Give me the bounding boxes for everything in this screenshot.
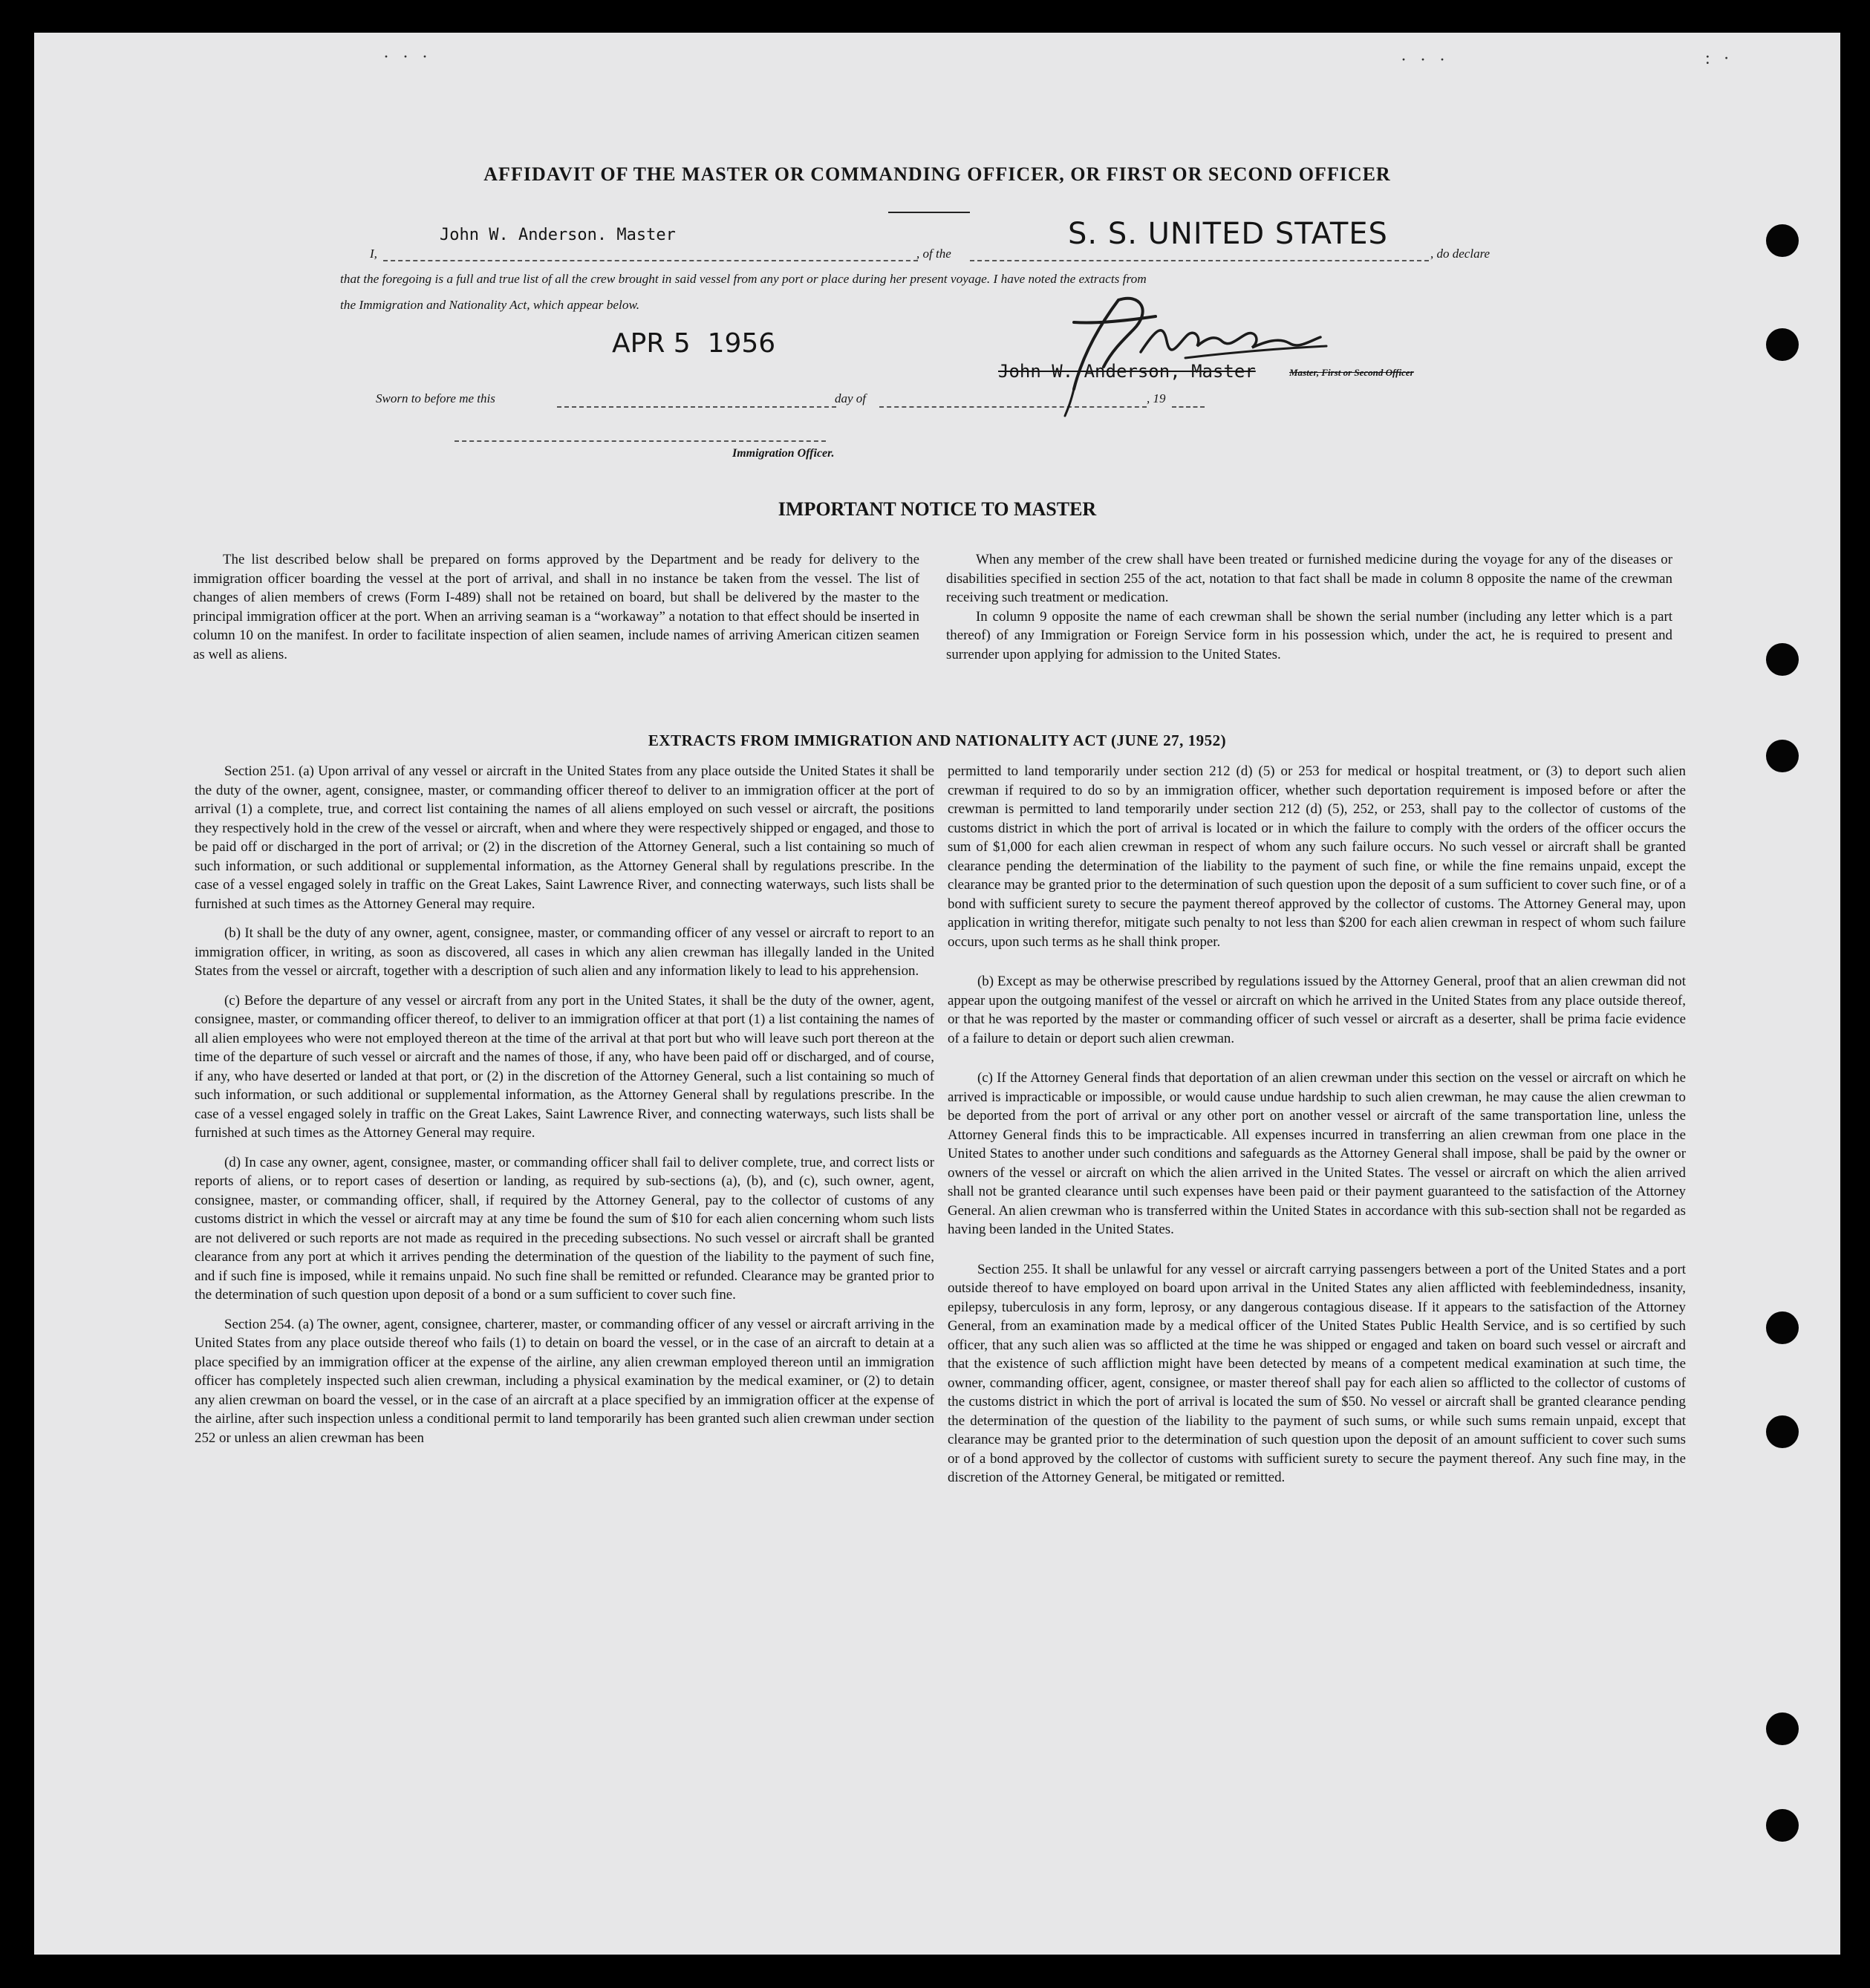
sworn-date-line	[557, 406, 836, 408]
pre-i-label: I,	[370, 247, 377, 261]
section-251-c: (c) Before the departure of any vessel or aircraft from any port in the United States, it shall be the duty of the owner, agent, consignee, master, or commanding officer thereof, to deliver to an immigration officer at that port (1) a list containing the names of all alien employees who were not employed thereon at the time of the arrival at that port but who will leave such port thereon at the time of the departure of such vessel or aircraft and the names of those, if any, who have been paid off or discharged, and of course, if any, who have deserted or landed at that port, or (2) in the discretion of the Attorney General, such a list containing so much of such information, or such additional or supplemental information, as the Attorney General shall by regulations prescribe. In the case of a vessel engaged solely in traffic on the Great Lakes, Saint Lawrence River, and connecting waterways, such lists shall be furnished at such times as the Attorney General may require.	[195, 992, 934, 1141]
name-line	[383, 260, 918, 261]
paper-specks: · · ·	[1401, 50, 1450, 70]
punch-hole	[1766, 1712, 1799, 1745]
section-254-c: (c) If the Attorney General finds that deportation of an alien crewman under this section on the vessel or aircraft on which he arrived is impracticable or impossible, or would cause undue hardship to such alien crewman, he may cause the alien crewman to be deported from the port of arrival or any other port on another vessel or aircraft of the same transportation line, unless the Attorney General finds this to be impracticable. All expenses incurred in transferring an alien crewman from one place in the United States to another under such conditions and safeguards as the Attorney General shall impose, shall be paid by the owner or owners of the vessel or aircraft on which the alien arrived in the United States. The vessel or aircraft on which the alien arrived shall not be granted clearance until such expenses have been paid or their payment guaranteed to the satisfaction of the Attorney General. An alien crewman who is transferred within the United States in accordance with this sub-section shall not be regarded as having been landed in the United States.	[948, 1070, 1686, 1237]
handwritten-signature	[1029, 270, 1356, 419]
vessel-name-stamp: S. S. UNITED STATES	[1068, 217, 1388, 251]
section-254-a-continued: permitted to land temporarily under section 212 (d) (5) or 253 for medical or hospital treatment, or (3) to deport such alien crewman if required to do so by an immigration officer, whether such deportation requirement is imposed before or after the crewman is permitted to land temporarily under section 212 (d) (5), 252, or 253, shall pay to the collector of customs of the customs district in which the port of arrival is located or in which the failure to comply with the orders of the officer occurs the sum of $1,000 for each alien crewman in respect of whom any such failure occurs. No such vessel or aircraft shall be granted clearance pending the determination of the liability to the payment of such fine, or while the fine remains unpaid, except the clearance may be granted prior to the determination of such question upon the deposit of a sum sufficient to cover such fine, or of a bond with sufficient surety to secure the payment thereof approved by the collector of customs. The Attorney General may, upon application in writing therefor, mitigate such penalty to not less than $200 for each alien crewman in respect of whom such failure occurs, upon such terms as he shall think proper.	[948, 763, 1686, 950]
title-rule	[888, 212, 970, 213]
immigration-officer-line	[455, 440, 826, 442]
of-the-label: , of the	[916, 247, 951, 261]
extracts-right-column	[948, 762, 1686, 1487]
punch-hole	[1766, 328, 1799, 361]
vessel-line	[970, 260, 1429, 261]
section-255: Section 255. It shall be unlawful for any vessel or aircraft carrying passengers between a port of the United States and a port outside thereof to have employed on board upon arrival in the United States any alien afflicted with feeblemindedness, insanity, epilepsy, tuberculosis in any form, leprosy, or any dangerous contagious disease. If it appears to the satisfaction of the Attorney General, from an examination made by a medical officer of the United States Public Health Service, and is so certified by such officer, that any such alien was so afflicted at the time he was shipped or engaged and taken on board such vessel or aircraft and that the existence of such affliction might have been detected by means of a competent medical examination at such time, the owner, commanding officer, agent, consignee, or master thereof shall pay for each alien so afflicted to the collector of customs of the customs district in which the port of arrival is located the sum of $50. No vessel or aircraft shall be granted clearance pending the determination of the question of the liability to the payment of such sums, or while such sums remain unpaid, except that clearance may be granted prior to the determination of such question upon the deposit of an amount sufficient to cover such sums or of a bond approved by the collector of customs with sufficient surety to secure the payment thereof. Any such fine may, in the discretion of the Attorney General, be mitigated or remitted.	[948, 1261, 1686, 1485]
notice-right-paragraph-2: In column 9 opposite the name of each crewman shall be shown the serial number (including any letter which is a part thereof) of any Immigration or Foreign Service form in his possession which, under the act, he is required to present and surrender upon applying for admission to the United States.	[946, 608, 1672, 662]
extracts-left-column	[195, 762, 934, 1447]
paper-specks: : ·	[1705, 49, 1734, 68]
extracts-title: EXTRACTS FROM IMMIGRATION AND NATIONALITY ACT (JUNE 27, 1952)	[648, 731, 1227, 749]
immigration-officer-label: Immigration Officer.	[732, 447, 835, 460]
section-251-a: Section 251. (a) Upon arrival of any vessel or aircraft in the United States from any place outside the United States it shall be the duty of the owner, agent, consignee, master, or commanding officer thereof to deliver to an immigration officer at the port of arrival (1) a complete, true, and correct list containing the names of all aliens employed on such vessel or aircraft, the positions they respectively hold in the crew of the vessel or aircraft, when and where they were respectively shipped or engaged, and those to be paid off or discharged in the port of arrival; or (2) in the discretion of the Attorney General, such a list containing so much of such information, or such additional or supplemental information, as the Attorney General shall by regulations prescribe. In the case of a vessel engaged solely in traffic on the Great Lakes, Saint Lawrence River, and connecting waterways, such lists shall be furnished at such times as the Attorney General may require.	[195, 763, 934, 912]
punch-hole	[1766, 1311, 1799, 1344]
notice-left-paragraph: The list described below shall be prepared on forms approved by the Department and be ready for delivery to the immigration officer boarding the vessel at the port of arrival, and shall in no instance be taken from the vessel. The list of changes of alien members of crews (Form I-489) shall not be retained on board, but shall be delivered by the master to the principal immigration officer at the port. When an arriving seaman is a “workaway” a notation to that effect should be inserted in column 10 on the manifest. In order to facilitate inspection of alien seamen, include names of arriving American citizen seamen as well as aliens.	[193, 552, 919, 662]
section-251-b: (b) It shall be the duty of any owner, agent, consignee, master, or commanding officer of any vessel or aircraft to report to an immigration officer, in writing, as soon as discovered, all cases in which any alien crewman has illegally landed in the United States from the vessel or aircraft, together with a description of such alien and any information likely to lead to his apprehension.	[195, 925, 934, 979]
punch-hole	[1766, 1809, 1799, 1842]
paper-specks: · · ·	[383, 48, 432, 67]
day-of-label: day of	[835, 391, 867, 405]
document-page	[34, 33, 1840, 1955]
signature-typed-name: John W. Anderson, Master	[998, 361, 1256, 382]
declaration-line-2: the Immigration and Nationality Act, which appear below.	[340, 298, 640, 312]
section-251-d: (d) In case any owner, agent, consignee, master, or commanding officer shall fail to deliver complete, true, and correct lists or reports of aliens, or to report cases of desertion or landing, as required by sub-sections (a), (b), and (c), such owner, agent, consignee, master, or commanding officer, shall, if required by the Attorney General, pay to the collector of customs of any customs district in which the vessel or aircraft may at any time be found the sum of $10 for each alien concerning whom such lists are not delivered or such reports are not made as required in the preceding subsections. No such vessel or aircraft shall be granted clearance from any port at which it arrives pending the determination of the question of the liability to the payment of such fine, and if such fine is imposed, while it remains unpaid. No such fine shall be remitted or refunded. Clearance may be granted prior to the determination of such question upon deposit of a bond or a sum sufficient to cover such fine.	[195, 1154, 934, 1303]
punch-hole	[1766, 1415, 1799, 1448]
declaration-line-1: that the foregoing is a full and true list of all the crew brought in said vessel from any port or place during her present voyage. I have noted the extracts from	[340, 272, 1147, 286]
section-254-a: Section 254. (a) The owner, agent, consignee, charterer, master, or commanding officer of any vessel or aircraft arriving in the United States from any place outside thereof who fails (1) to detain on board the vessel, or in the case of an aircraft to detain at a place specified by an immigration officer at the expense of the airline, any alien crewman employed thereon until an immigration officer has completely inspected such alien crewman, including a physical examination by the medical examiner, or (2) to detain any alien crewman on board the vessel, or in the case of an aircraft at a place specified by an immigration officer at the expense of the airline, after such inspection unless a conditional permit to land temporarily has been granted such alien crewman under section 252 or unless an alien crewman has been	[195, 1316, 934, 1446]
signature-role-struck: Master, First or Second Officer	[1289, 367, 1414, 378]
notice-title: IMPORTANT NOTICE TO MASTER	[778, 498, 1097, 520]
section-254-b: (b) Except as may be otherwise prescribed by regulations issued by the Attorney General, proof that an alien crewman did not appear upon the outgoing manifest of the vessel or aircraft on which he arrived in the United States from any place outside thereof, or that he was reported by the master or commanding officer of such vessel or aircraft as a deserter, shall be prima facie evidence of a failure to detain or deport such alien crewman.	[948, 974, 1686, 1046]
punch-hole	[1766, 643, 1799, 676]
notice-right-paragraph-1: When any member of the crew shall have been treated or furnished medicine during the voyage for any of the diseases or disabilities specified in section 255 of the act, notation to that fact shall be made in column 8 opposite the name of the crewman receiving such treatment or medication.	[946, 552, 1672, 605]
punch-hole	[1766, 224, 1799, 257]
sworn-label: Sworn to before me this	[376, 391, 495, 405]
year-prefix-label: , 19	[1147, 391, 1166, 405]
notice-right-column	[946, 550, 1672, 664]
master-name-typed: John W. Anderson. Master	[440, 226, 676, 244]
do-declare-label: , do declare	[1430, 247, 1491, 261]
date-stamp: APR 5 1956	[612, 328, 776, 359]
affidavit-title: AFFIDAVIT OF THE MASTER OR COMMANDING OFFICER, OR FIRST OR SECOND OFFICER	[483, 163, 1391, 185]
notice-left-column	[193, 550, 919, 664]
